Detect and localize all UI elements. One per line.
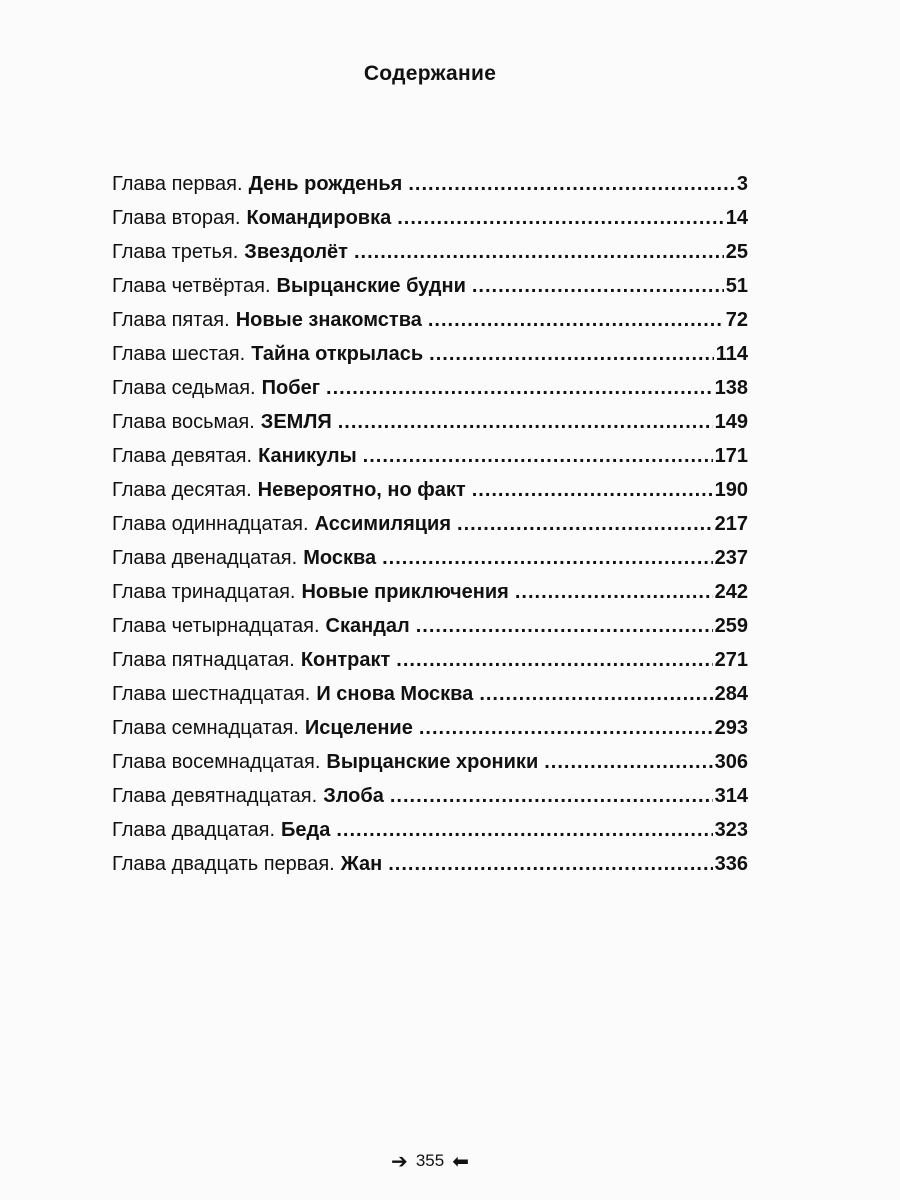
chapter-number: Глава восьмая. (112, 411, 255, 433)
chapter-title: Каникулы (258, 445, 357, 467)
toc-entry (112, 343, 748, 377)
chapter-page-number: 259 (714, 615, 748, 637)
chapter-page-number: 14 (725, 207, 748, 229)
chapter-page-number: 306 (714, 751, 748, 773)
chapter-number: Глава двенадцатая. (112, 547, 298, 569)
chapter-page-number: 3 (736, 173, 748, 195)
dot-leader (515, 581, 713, 604)
dot-leader (326, 377, 713, 400)
chapter-number: Глава двадцатая. (112, 819, 276, 841)
dot-leader (472, 275, 724, 298)
toc-entry (112, 377, 748, 411)
dot-leader (472, 479, 713, 502)
toc-entry (112, 513, 748, 547)
dot-leader (338, 411, 713, 434)
chapter-title: Злоба (323, 785, 384, 807)
dot-leader (390, 785, 713, 808)
toc-entry (112, 547, 748, 581)
chapter-number: Глава вторая. (112, 207, 241, 229)
toc-entry (112, 581, 748, 615)
chapter-page-number: 138 (714, 377, 748, 399)
chapter-number: Глава шестая. (112, 343, 246, 365)
chapter-page-number: 336 (714, 853, 748, 875)
chapter-number: Глава шестнадцатая. (112, 683, 311, 705)
chapter-page-number: 284 (714, 683, 748, 705)
dot-leader (457, 513, 713, 536)
chapter-number: Глава пятнадцатая. (112, 649, 295, 671)
toc-entry (112, 207, 748, 241)
chapter-page-number: 217 (714, 513, 748, 535)
chapter-number: Глава одиннадцатая. (112, 513, 309, 535)
dot-leader (429, 343, 714, 366)
chapter-page-number: 314 (714, 785, 748, 807)
arrow-right-ornament-icon: ➔ (391, 1151, 408, 1173)
chapter-title: Командировка (246, 207, 392, 229)
toc-entry (112, 241, 748, 275)
chapter-number: Глава семнадцатая. (112, 717, 299, 739)
chapter-title: Контракт (300, 649, 391, 671)
chapter-number: Глава двадцать первая. (112, 853, 335, 875)
chapter-title: Москва (303, 547, 377, 569)
dot-leader (544, 751, 712, 774)
dot-leader (388, 853, 712, 876)
toc-entry (112, 649, 748, 683)
chapter-title: Новые приключения (301, 581, 509, 603)
chapter-number: Глава десятая. (112, 479, 252, 501)
dot-leader (416, 615, 713, 638)
dot-leader (354, 241, 724, 264)
chapter-page-number: 271 (714, 649, 748, 671)
dot-leader (479, 683, 712, 706)
chapter-number: Глава пятая. (112, 309, 230, 331)
chapter-page-number: 237 (714, 547, 748, 569)
dot-leader (396, 649, 712, 672)
toc-entry (112, 819, 748, 853)
page-footer (0, 1149, 860, 1174)
chapter-title: Тайна открылась (251, 343, 424, 365)
chapter-number: Глава седьмая. (112, 377, 256, 399)
table-of-contents (112, 173, 748, 887)
toc-entry (112, 853, 748, 887)
dot-leader (408, 173, 735, 196)
chapter-number: Глава первая. (112, 173, 243, 195)
dot-leader (397, 207, 724, 230)
chapter-title: ЗЕМЛЯ (260, 411, 332, 433)
chapter-title: Невероятно, но факт (257, 479, 466, 501)
toc-entry (112, 275, 748, 309)
chapter-title: Исцеление (304, 717, 413, 739)
page-title: Содержание (363, 62, 497, 85)
chapter-title: И снова Москва (316, 683, 474, 705)
chapter-page-number: 171 (714, 445, 748, 467)
dot-leader (428, 309, 724, 332)
dot-leader (336, 819, 712, 842)
toc-entry (112, 173, 748, 207)
toc-entry (112, 615, 748, 649)
toc-entry (112, 683, 748, 717)
chapter-title: Беда (281, 819, 331, 841)
chapter-title: День рожденья (248, 173, 403, 195)
chapter-title: Ассимиляция (314, 513, 452, 535)
chapter-page-number: 190 (714, 479, 748, 501)
toc-entry (112, 445, 748, 479)
chapter-title: Вырцанские хроники (326, 751, 539, 773)
dot-leader (382, 547, 713, 570)
chapter-number: Глава тринадцатая. (112, 581, 296, 603)
chapter-number: Глава девятнадцатая. (112, 785, 318, 807)
chapter-number: Глава третья. (112, 241, 239, 263)
toc-entry (112, 411, 748, 445)
chapter-number: Глава девятая. (112, 445, 253, 467)
chapter-page-number: 293 (714, 717, 748, 739)
chapter-title: Вырцанские будни (276, 275, 466, 297)
toc-entry (112, 717, 748, 751)
chapter-page-number: 51 (725, 275, 748, 297)
chapter-page-number: 114 (715, 343, 748, 365)
chapter-title: Побег (261, 377, 321, 399)
arrow-left-ornament-icon: ⬅ (452, 1151, 469, 1173)
chapter-title: Звездолёт (244, 241, 348, 263)
chapter-page-number: 323 (714, 819, 748, 841)
chapter-page-number: 25 (725, 241, 748, 263)
chapter-page-number: 72 (725, 309, 748, 331)
chapter-number: Глава четырнадцатая. (112, 615, 320, 637)
page-number: 355 (415, 1150, 445, 1170)
toc-entry (112, 479, 748, 513)
chapter-number: Глава четвёртая. (112, 275, 271, 297)
chapter-page-number: 149 (714, 411, 748, 433)
toc-entry (112, 785, 748, 819)
toc-entry (112, 309, 748, 343)
chapter-title: Новые знакомства (235, 309, 422, 331)
chapter-page-number: 242 (714, 581, 748, 603)
dot-leader (363, 445, 713, 468)
chapter-number: Глава восемнадцатая. (112, 751, 321, 773)
chapter-title: Жан (340, 853, 383, 875)
dot-leader (419, 717, 713, 740)
toc-entry (112, 751, 748, 785)
chapter-title: Скандал (325, 615, 410, 637)
